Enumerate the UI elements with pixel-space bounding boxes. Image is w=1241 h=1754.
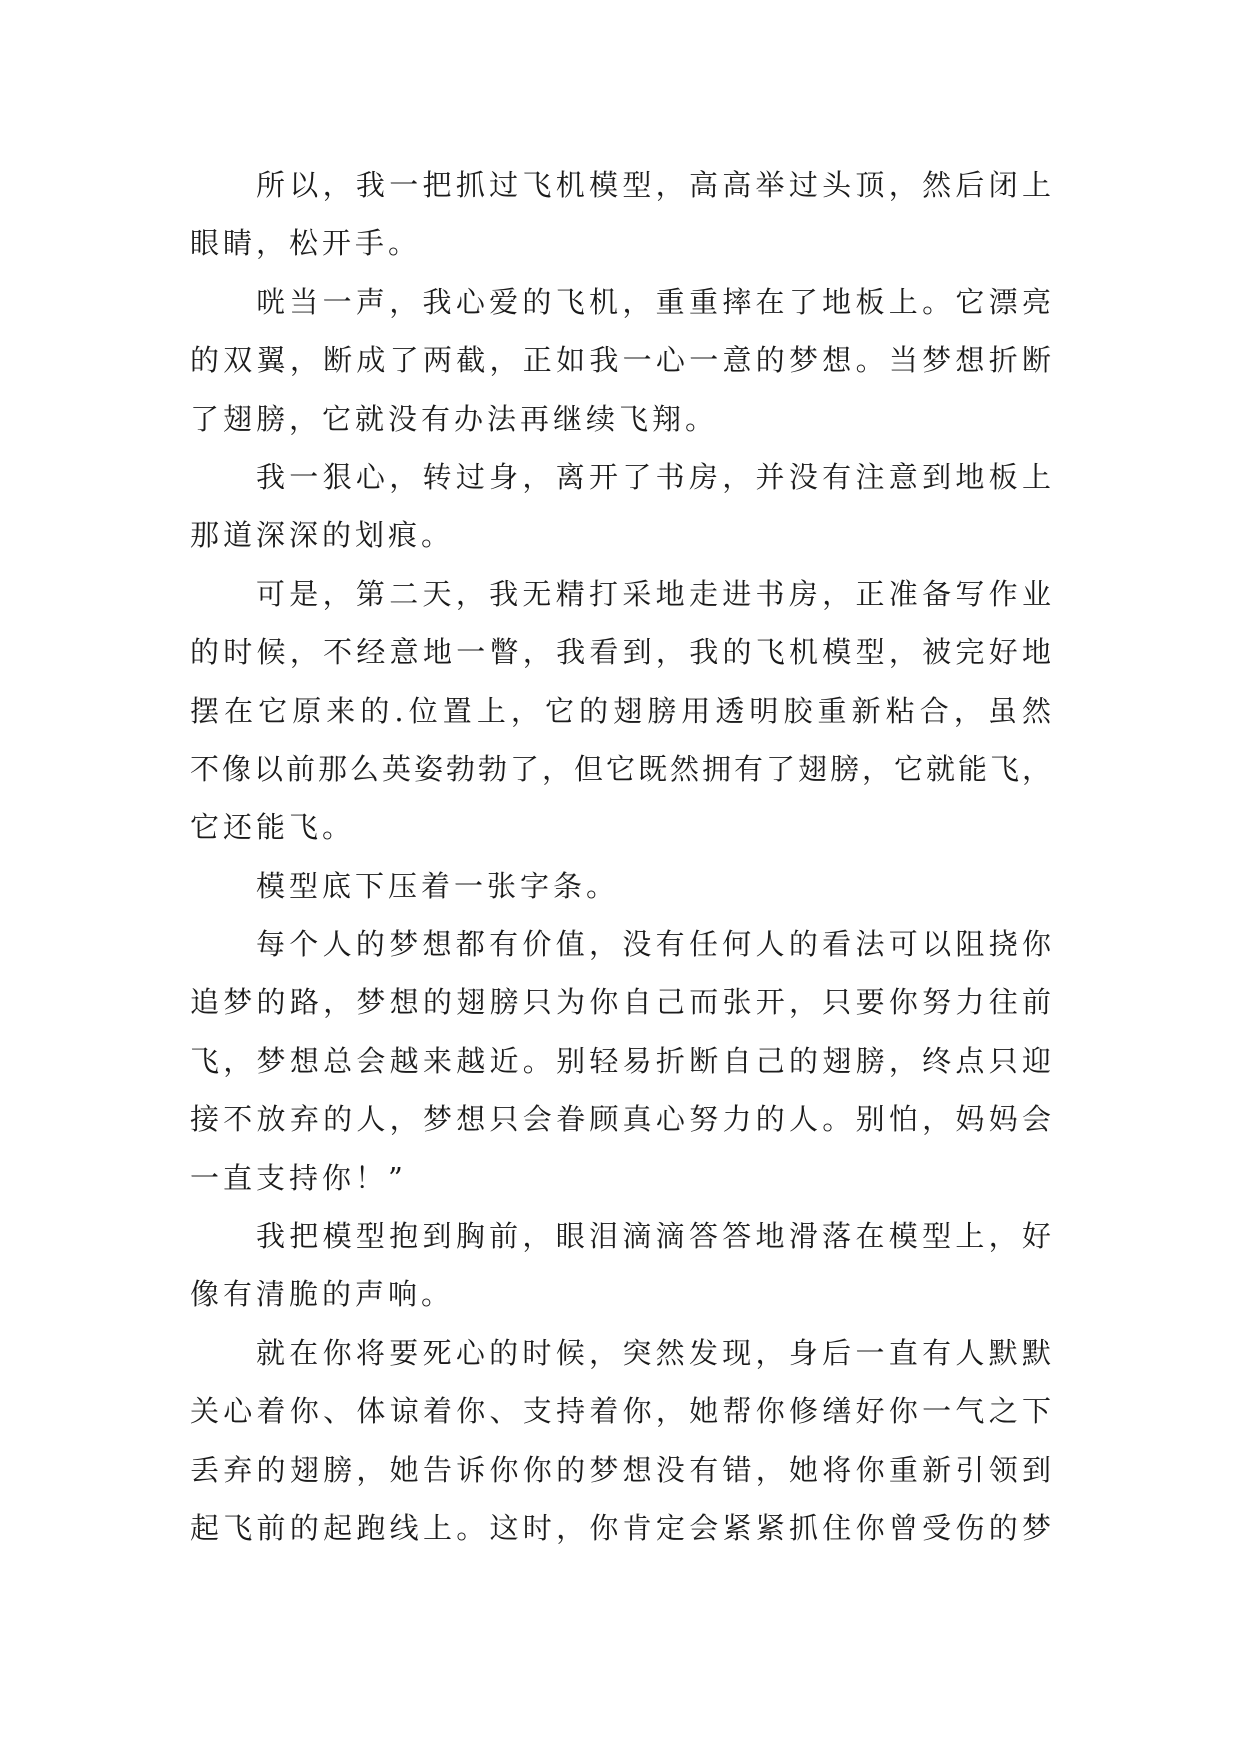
text-line: 眼睛，松开手。	[190, 226, 422, 261]
text-line: 摆在它原来的.位置上，它的翅膀用透明胶重新粘合，虽然	[190, 693, 1051, 728]
paragraph	[190, 1324, 1051, 1558]
text-line: 关心着你、体谅着你、支持着你，她帮你修缮好你一气之下	[190, 1394, 1051, 1429]
text-line: 一直支持你！”	[190, 1160, 407, 1195]
text-line: 我一狠心，转过身，离开了书房，并没有注意到地板上	[256, 459, 1051, 494]
text-line: 的时候，不经意地一瞥，我看到，我的飞机模型，被完好地	[190, 635, 1051, 670]
text-line: 飞，梦想总会越来越近。别轻易折断自己的翅膀，终点只迎	[190, 1043, 1051, 1078]
text-line: 丢弃的翅膀，她告诉你你的梦想没有错，她将你重新引领到	[190, 1452, 1051, 1487]
paragraph	[190, 156, 1051, 273]
text-line: 它还能飞。	[190, 810, 356, 845]
paragraph	[190, 273, 1051, 448]
text-line: 每个人的梦想都有价值，没有任何人的看法可以阻挠你	[256, 927, 1051, 962]
text-line: 不像以前那么英姿勃勃了，但它既然拥有了翅膀，它就能飞，	[190, 751, 1051, 786]
paragraph	[190, 915, 1051, 1207]
text-line: 那道深深的划痕。	[190, 518, 455, 553]
text-line: 咣当一声，我心爱的飞机，重重摔在了地板上。它漂亮	[256, 284, 1051, 319]
paragraph	[190, 448, 1051, 565]
document-body	[190, 156, 1051, 1557]
text-line: 可是，第二天，我无精打采地走进书房，正准备写作业	[256, 576, 1051, 611]
text-line: 就在你将要死心的时候，突然发现，身后一直有人默默	[256, 1335, 1051, 1370]
text-line: 追梦的路，梦想的翅膀只为你自己而张开，只要你努力往前	[190, 985, 1051, 1020]
text-line: 了翅膀，它就没有办法再继续飞翔。	[190, 401, 719, 436]
text-line: 所以，我一把抓过飞机模型，高高举过头顶，然后闭上	[256, 168, 1051, 202]
text-line: 的双翼，断成了两截，正如我一心一意的梦想。当梦想折断	[190, 343, 1051, 378]
text-line: 接不放弃的人，梦想只会眷顾真心努力的人。别怕，妈妈会	[190, 1102, 1051, 1137]
text-line: 像有清脆的声响。	[190, 1277, 455, 1312]
paragraph	[190, 565, 1051, 857]
paragraph	[190, 857, 1051, 915]
text-line: 我把模型抱到胸前，眼泪滴滴答答地滑落在模型上，好	[256, 1219, 1051, 1254]
text-line: 模型底下压着一张字条。	[256, 868, 620, 903]
paragraph	[190, 1207, 1051, 1324]
text-line: 起飞前的起跑线上。这时，你肯定会紧紧抓住你曾受伤的梦	[190, 1510, 1051, 1545]
